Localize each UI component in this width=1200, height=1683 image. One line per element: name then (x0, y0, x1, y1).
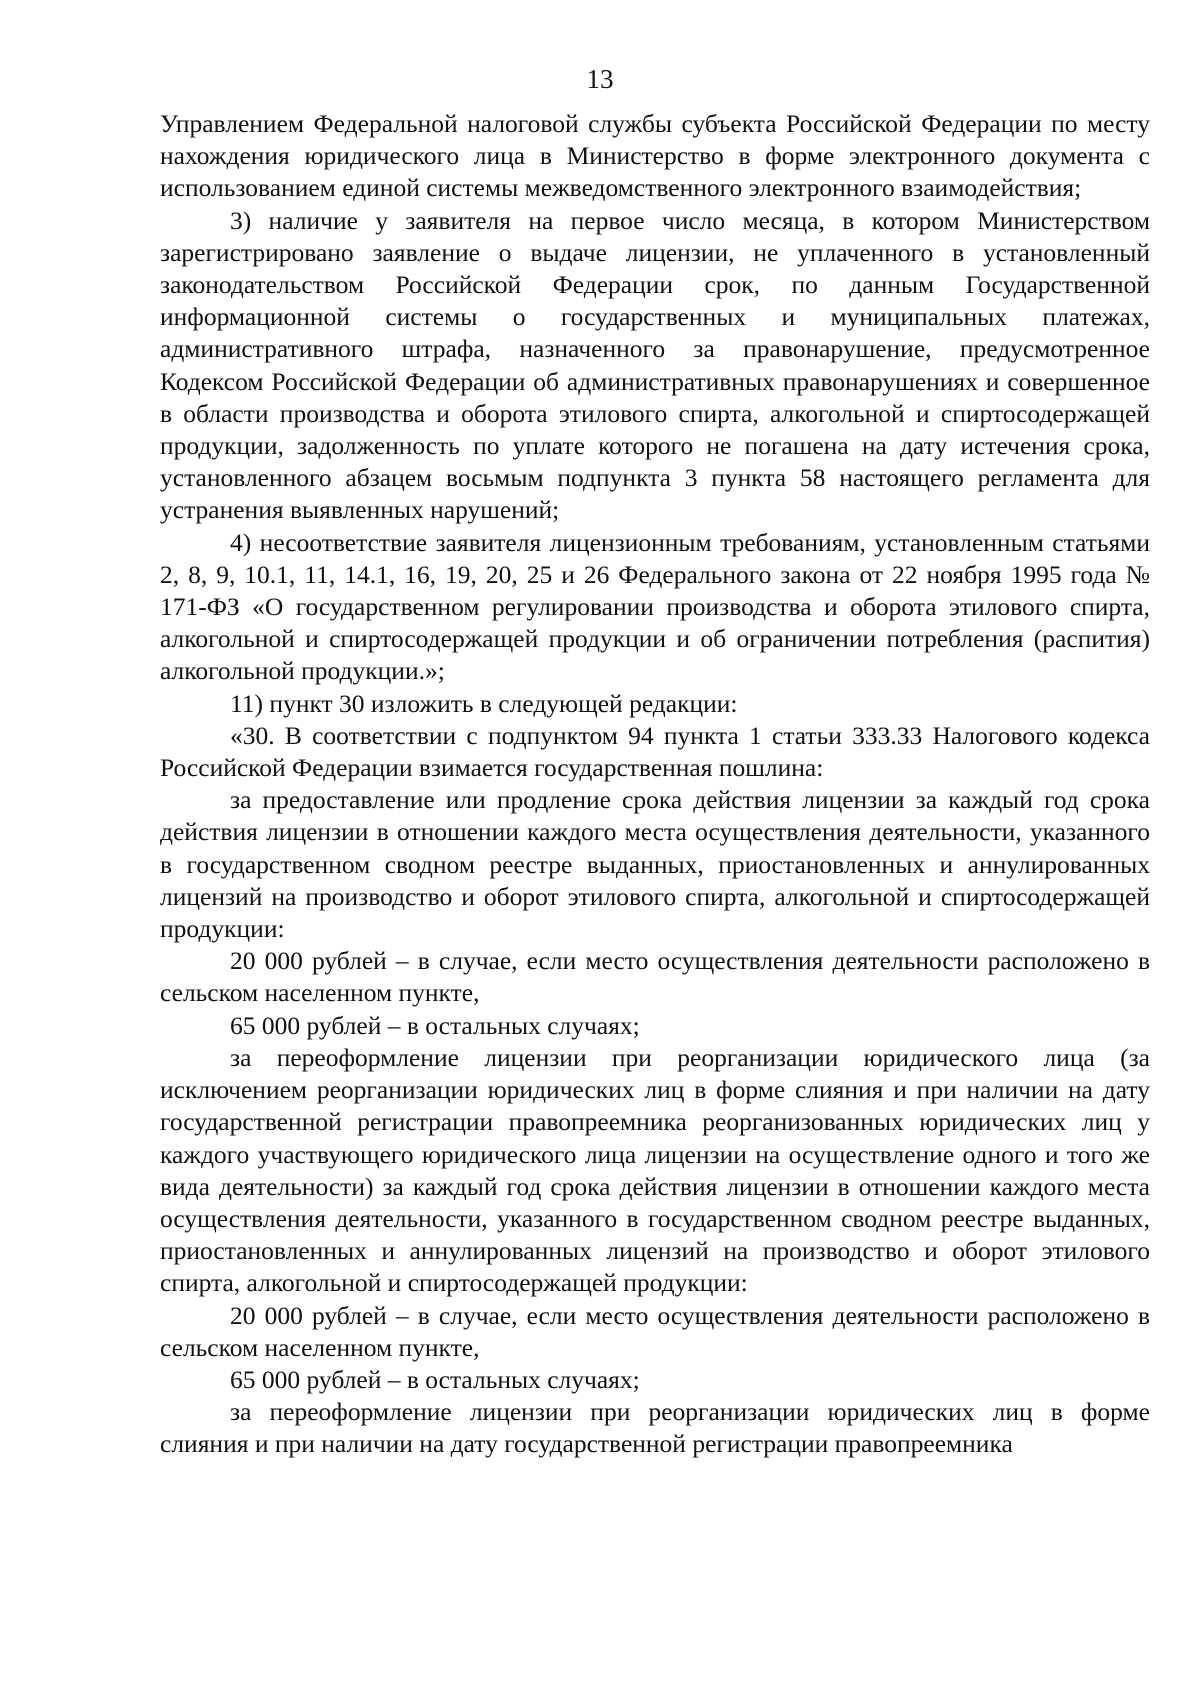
paragraph: Управлением Федеральной налоговой службы субъекта Российской Федерации по месту нахождения юридического лица в Министерство в форме электронного документа с использованием единой системы межведомственного электронного взаимодействия; (160, 109, 1150, 203)
paragraph: 20 000 рублей – в случае, если место осуществления деятельности расположено в сельском населенном пункте, (160, 946, 1150, 1008)
paragraph: 20 000 рублей – в случае, если место осуществления деятельности расположено в сельском населенном пункте, (160, 1300, 1150, 1362)
page-number: 13 (586, 64, 614, 94)
paragraph: 3) наличие у заявителя на первое число месяца, в котором Министерством зарегистрировано заявление о выдаче лицензии, не уплаченного в установленный законодательством Российской Федерации срок, по данным Государственной информационной системы о государственных и муниципальных платежах, административного штрафа, назначенного за правонарушение, предусмотренное Кодексом Российской Федерации об административных правонарушениях и совершенное в области производства и оборота этилового спирта, алкогольной и спиртосодержащей продукции, задолженность по уплате которого не погашена на дату истечения срока, установленного абзацем восьмым подпункта 3 пункта 58 настоящего регламента для устранения выявленных нарушений; (160, 205, 1150, 525)
paragraph: 65 000 рублей – в остальных случаях; (230, 1010, 640, 1040)
document-body (160, 108, 1150, 1461)
paragraph: за переоформление лицензии при реорганизации юридических лиц в форме слияния и при наличии на дату государственной регистрации правопреемника (160, 1397, 1150, 1459)
paragraph: за переоформление лицензии при реорганизации юридического лица (за исключением реорганизации юридических лиц в форме слияния и при наличии на дату государственной регистрации правопреемника реорганизованных юридических лиц у каждого участвующего юридического лица лицензии на осуществление одного и того же вида деятельности) за каждый год срока действия лицензии в отношении каждого места осуществления деятельности, указанного в государственном сводном реестре выданных, приостановленных и аннулированных лицензий на производство и оборот этилового спирта, алкогольной и спиртосодержащей продукции: (160, 1042, 1150, 1298)
paragraph: 11) пункт 30 изложить в следующей редакции: (230, 688, 738, 718)
paragraph: 65 000 рублей – в остальных случаях; (230, 1364, 640, 1394)
paragraph: за предоставление или продление срока действия лицензии за каждый год срока действия лицензии в отношении каждого места осуществления деятельности, указанного в государственном сводном реестре выданных, приостановленных и аннулированных лицензий на производство и оборот этилового спирта, алкогольной и спиртосодержащей продукции: (160, 785, 1150, 944)
paragraph: 4) несоответствие заявителя лицензионным требованиям, установленным статьями 2, 8, 9, 10.1, 11, 14.1, 16, 19, 20, 25 и 26 Федерального закона от 22 ноября 1995 года № 171-ФЗ «О государственном регулировании производства и оборота этилового спирта, алкогольной и спиртосодержащей продукции и об ограничении потребления (распития) алкогольной продукции.»; (160, 527, 1150, 686)
paragraph: «30. В соответствии с подпунктом 94 пункта 1 статьи 333.33 Налогового кодекса Российской Федерации взимается государственная пошлина: (160, 720, 1150, 783)
